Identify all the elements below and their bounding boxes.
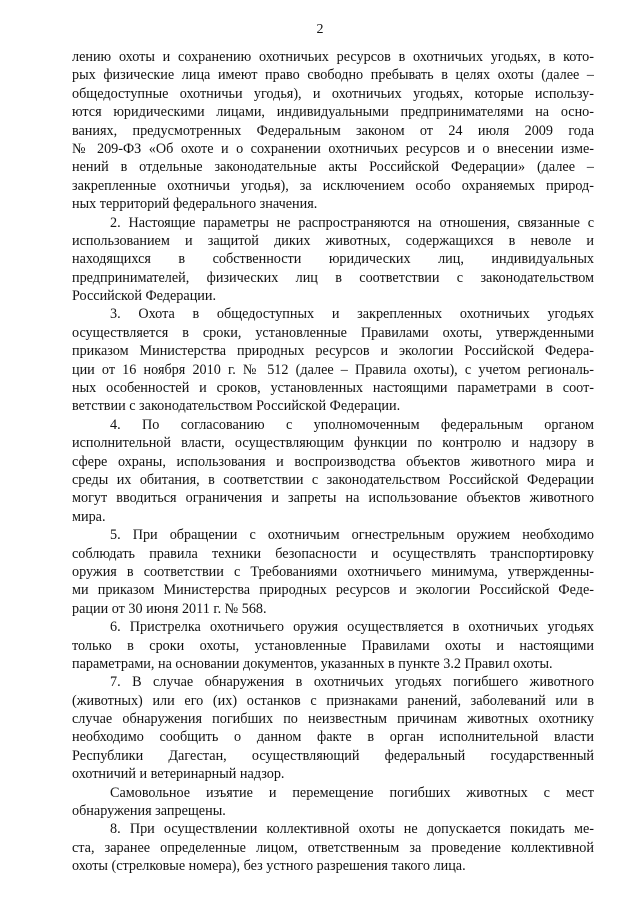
text-line: использованием и защитой диких животных, содержащихся в неволе и (72, 232, 594, 249)
text-line: 6. Пристрелка охотничьего оружия осуществляется в охотничьих угодьях (110, 619, 594, 636)
text-line: 3. Охота в общедоступных и закрепленных охотничьих угодьях (110, 306, 594, 323)
text-line: случае обнаружения погибших по неизвестным причинам животных охотнику (72, 711, 594, 728)
text-line: 7. В случае обнаружения в охотничьих угодьях погибшего животного (110, 674, 594, 691)
text-line: исполнительной власти, осуществляющим функции по контролю и надзору в (72, 435, 594, 452)
text-line: ветствии с законодательством Российской Федерации. (72, 398, 401, 415)
text-line: предпринимателей, физических лиц в соответствии с законодательством (72, 269, 594, 286)
text-line: находящихся в собственности юридических лиц, индивидуальных (72, 251, 594, 268)
text-line: 2. Настоящие параметры не распространяются на отношения, связанные с (110, 214, 594, 231)
text-line: осуществляется в сроки, установленные Правилами охоты, утвержденными (72, 324, 594, 341)
text-line: ваниях, предусмотренных Федеральным законом от 24 июля 2009 года (72, 122, 594, 139)
text-line: 5. При обращении с охотничьим огнестрельным оружием необходимо (110, 527, 594, 544)
text-line: лению охоты и сохранению охотничьих ресурсов в охотничьих угодьях, в кото- (72, 49, 594, 65)
text-line: ных территорий федерального значения. (72, 196, 318, 213)
text-line: Республики Дагестан, осуществляющий федеральный государственный (72, 747, 594, 764)
text-line: могут вводиться ограничения и запреты на использование объектов животного (72, 490, 594, 507)
text-line: необходимо сообщить о данном факте в орган исполнительной власти (72, 729, 594, 746)
text-line: только в сроки охоты, установленные Правилами охоты и настоящими (72, 637, 594, 654)
text-line: сфере охраны, использования и воспроизводства объектов животного мира и (72, 453, 594, 470)
text-line: оружия в соответствии с Требованиями охотничьего минимума, утвержденны- (72, 563, 594, 580)
text-line: охотничий и ветеринарный надзор. (72, 766, 285, 783)
text-line: № 209-ФЗ «Об охоте и о сохранении охотничьих ресурсов и о внесении изме- (72, 140, 594, 157)
document-body (72, 48, 594, 876)
text-line: приказом Министерства природных ресурсов и экологии Российской Федера- (72, 343, 594, 360)
text-line: ста, заранее определенные лицом, ответственным за проведение коллективной (72, 839, 594, 856)
text-line: ции от 16 ноября 2010 г. № 512 (далее – Правила охоты), с учетом региональ- (72, 361, 594, 378)
text-line: обнаружения запрещены. (72, 803, 226, 820)
text-line: общедоступные охотничьи угодья), и охотничьих угодьях, которые использу- (72, 85, 594, 102)
text-line: рации от 30 июня 2011 г. № 568. (72, 600, 267, 617)
text-line: закрепленные охотничьи угодья), за исключением особо охраняемых природ- (72, 177, 594, 194)
text-line: мира. (72, 508, 106, 525)
text-line: Российской Федерации. (72, 288, 217, 305)
text-line: среды их обитания, в соответствии с законодательством Российской Федерации (72, 471, 594, 488)
text-line: рых физические лица имеют право свободно пребывать в целях охоты (далее – (72, 67, 594, 84)
text-line: ются юридическими лицами, индивидуальными предпринимателями на осно- (72, 104, 594, 121)
text-line: 8. При осуществлении коллективной охоты не допускается покидать ме- (110, 821, 594, 838)
text-line: нений в отдельные законодательные акты Российской Федерации» (далее – (72, 159, 594, 176)
text-line: Самовольное изъятие и перемещение погибших животных с мест (110, 784, 594, 801)
page-number: 2 (316, 22, 324, 37)
text-line: соблюдать правила техники безопасности и осуществлять транспортировку (72, 545, 594, 562)
text-line: (животных) или его (их) останков с признаками ранений, заболеваний или в (72, 692, 594, 709)
text-line: ми приказом Министерства природных ресурсов и экологии Российской Феде- (72, 582, 594, 599)
text-line: ных особенностей и сроков, установленных настоящими параметрами в соот- (72, 380, 594, 397)
text-line: охоты (стрелковые номера), без устного разрешения такого лица. (72, 858, 466, 875)
text-line: 4. По согласованию с уполномоченным федеральным органом (110, 416, 594, 433)
text-line: параметрами, на основании документов, указанных в пункте 3.2 Правил охоты. (72, 655, 553, 672)
